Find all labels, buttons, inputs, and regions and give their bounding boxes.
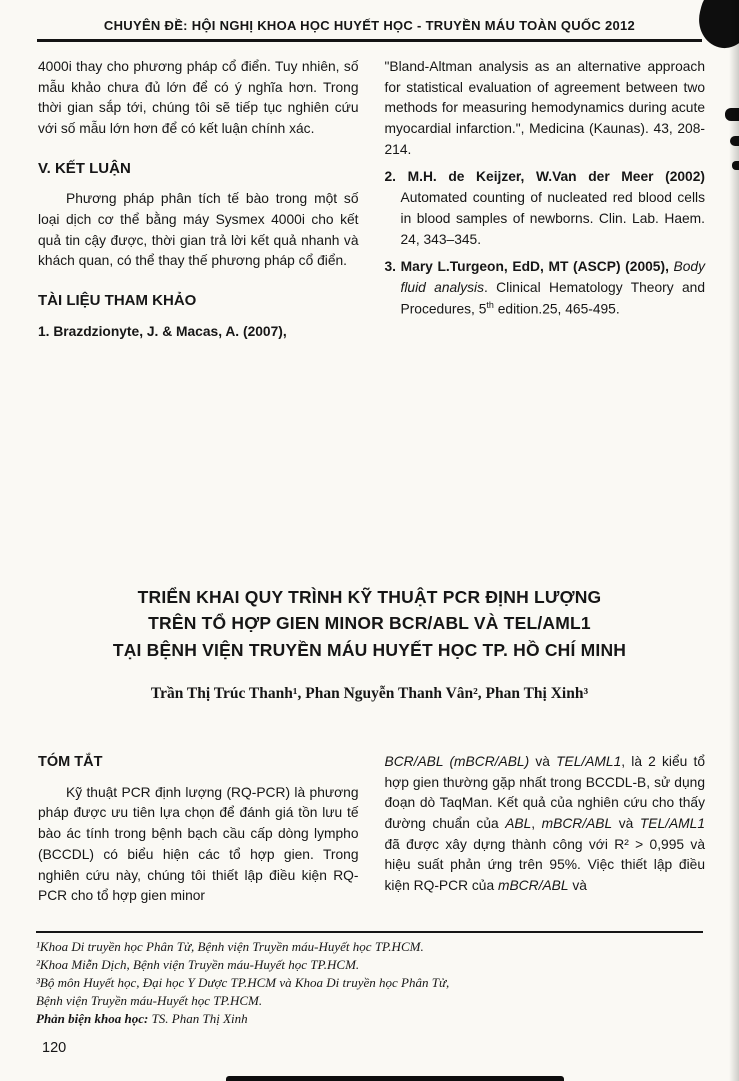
reference-item-2: 2. M.H. de Keijzer, W.Van der Meer (2002) Automated counting of nucleated red blood cells in blood samples of newborns. Clin. Lab. Haem. 24, 343–345. (384, 169, 705, 247)
scan-artifact-bottom (226, 1076, 564, 1081)
article-title-line-3: TẠI BỆNH VIỆN TRUYỀN MÁU HUYẾT HỌC TP. HỒ CHÍ MINH (112, 639, 627, 660)
scan-edge-shadow (729, 0, 739, 1081)
article1-end-section (38, 57, 705, 342)
running-head-title: CHUYÊN ĐỀ: HỘI NGHỊ KHOA HỌC HUYẾT HỌC - TRUYỀN MÁU TOÀN QUỐC 2012 (103, 18, 636, 33)
article2-header-block (38, 584, 701, 703)
conclusion-heading: V. KẾT LUẬN (38, 159, 131, 177)
page-number: 120 (42, 1040, 67, 1056)
footnote-affiliation-1: ¹Khoa Di truyền học Phân Tử, Bệnh viện Truyền máu-Huyết học TP.HCM. (36, 939, 424, 954)
reference-item-3: 3. Mary L.Turgeon, EdD, MT (ASCP) (2005), Body fluid analysis. Clinical Hematology Theory and Procedures, 5th edition.25, 465-495. (384, 259, 705, 317)
right-column (385, 57, 706, 342)
left-column (38, 57, 359, 342)
article-title-line-1: TRIỂN KHAI QUY TRÌNH KỸ THUẬT PCR ĐỊNH LƯỢNG (137, 587, 602, 607)
reference-item-1: 1. Brazdzionyte, J. & Macas, A. (2007), (38, 323, 287, 339)
page-header (0, 18, 739, 42)
footnote-scientific-review: Phản biện khoa học: TS. Phan Thị Xinh (36, 1010, 248, 1026)
abstract-left-column (38, 752, 359, 907)
article-title (38, 584, 701, 663)
abstract-paragraph-left: Kỹ thuật PCR định lượng (RQ-PCR) là phương pháp được ưu tiên lựa chọn để đánh giá tồn lưu tế bào ác tính trong bệnh bạch cầu cấp dòng lympho (BCCDL) có biểu hiện các tổ hợp gien. Trong nghiên cứu này, chúng tôi thiết lập điều kiện RQ-PCR cho tổ hợp gien minor (38, 784, 359, 904)
footnote-affiliation-3-continued: Bệnh viện Truyền máu-Huyết học TP.HCM. (36, 992, 263, 1008)
footnote-affiliation-2: ²Khoa Miễn Dịch, Bệnh viện Truyền máu-Huyết học TP.HCM. (36, 956, 360, 972)
header-rule (37, 39, 702, 42)
reference-item-1-continued: "Bland-Altman analysis as an alternative approach for statistical evaluation of agreement between two methods for measuring hemodynamics during acute myocardial infarction.", Medicina (Kaunas). 43, 208-214. (384, 59, 705, 157)
abstract-paragraph-right: BCR/ABL (mBCR/ABL) và TEL/AML1, là 2 kiểu tổ hợp gien thường gặp nhất trong BCCDL-B, sử dụng đoạn dò TaqMan. Kết quả của nghiên cứu cho thấy đường chuẩn của ABL, mBCR/ABL và TEL/AML1 đã được xây dựng thành công với R² > 0,995 và hiệu suất phản ứng trên 95%. Việc thiết lập điều kiện RQ-PCR của mBCR/ABL và (384, 754, 705, 894)
abstract-heading: TÓM TẮT (38, 754, 103, 770)
authors-line: Trần Thị Trúc Thanh¹, Phan Nguyễn Thanh Vân², Phan Thị Xinh³ (150, 684, 589, 702)
footnote-affiliation-3: ³Bộ môn Huyết học, Đại học Y Dược TP.HCM và Khoa Di truyền học Phân Tử, (36, 974, 450, 990)
abstract-right-column (385, 752, 706, 907)
article-title-line-2: TRÊN TỔ HỢP GIEN MINOR BCR/ABL VÀ TEL/AML1 (148, 613, 591, 634)
body-paragraph: 4000i thay cho phương pháp cổ điển. Tuy nhiên, số mẫu khảo chưa đủ lớn để có ý nghĩa hơn. Trong thời gian sắp tới, chúng tôi sẽ tiếp tục nghiên cứu với số mẫu lớn hơn để có kết luận chính xác. (38, 59, 359, 137)
abstract-section (38, 752, 705, 907)
references-heading: TÀI LIỆU THAM KHẢO (38, 292, 197, 309)
conclusion-paragraph: Phương pháp phân tích tế bào trong một số loại dịch cơ thể bằng máy Sysmex 4000i cho kết quả tin cậy được, thời gian trả lời kết quả nhanh và khách quan, có thể thay thế phương pháp cổ điển. (38, 191, 359, 269)
footnotes-block (36, 931, 703, 1028)
